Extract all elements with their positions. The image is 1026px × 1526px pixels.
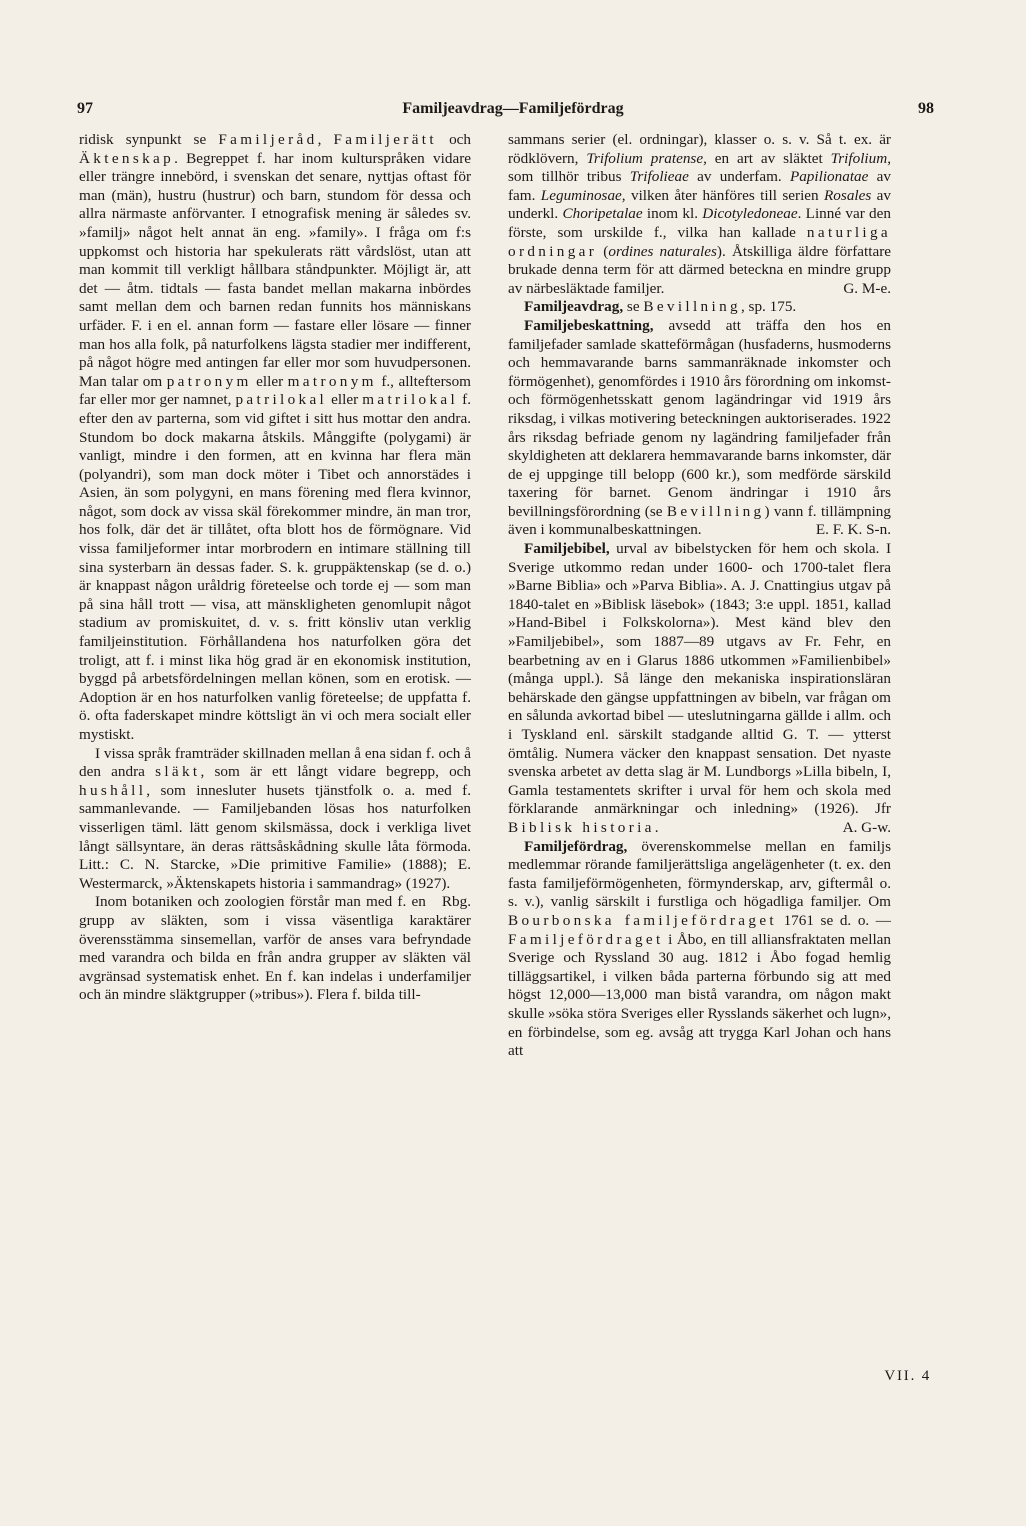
- left-column: [79, 131, 471, 1005]
- entry-headword: Familjebeskattning,: [524, 316, 654, 334]
- entry-familjebeskattning: Familjebeskattning, avsedd att träffa den hos en familjefader samlade skatteförmågan (husfaderns, husmoderns och hemmavarande barns sammanräknade inkomster och förmögenhet), genomfördes i 1910 års förordning om inkomst- och förmögenhetsskatt genom lagändringar vid 1919 års riksdag, i vilkas motivering beteckningen auktoriserades. 1922 års riksdag befriade genom ny lagändring familjefader från skyldigheten att deklarera hemmavarande barns inkomster, där de ej uppginge till belopp (600 kr.), som medförde särskild taxering för barnet. Genom ändringar i 1910 års bevillningsförordning (se Bevillning) vann f. tillämpning även i kommunalbeskattningen. E. F. K. S-n.: [508, 316, 891, 539]
- entry-familjeavdrag: Familjeavdrag, se Bevillning, sp. 175.: [524, 298, 797, 316]
- familj-article-continued: ridisk synpunkt se Familjeråd, Familjerätt och Äktenskap. Begreppet f. har inom kulturspråken vidare eller trängre innebörd, i svenskan det senare, nyttjas oftast för man (män), hustru (hustrur) och barn, stundom för dessa och allra närmaste anförvanter. I etnografisk mening är således sv. »familj» något helt annat än eng. »family». I fråga om f:s uppkomst och historia har spekulerats rätt vårdslöst, utan att man kommit till verkligt hållbara ståndpunkter. Möjligt är, att det — åtm. tidtals — fasta bandet mellan makarna inbördes samt mellan dem och barnen redan funnits hos människans urfäder. F. i en el. annan form — fastare eller lösare — finner man hos alla folk, på naturfolkens lägsta stadier mer indifferent, på något högre med antingen far eller mor som huvudpersonen. Man talar om patronym eller matronym f., allteftersom far eller mor ger namnet, patrilokal eller matrilokal f. efter den av parterna, som vid giftet i sitt hus mottar den andra. Stundom bo dock makarna åtskils. Månggifte (polygami) är vanligt, mindre i den formen, att en kvinna har flera män (polyandri), som man dock möter i Tibet och annorstädes i Asien, än som polygyni, en mans förening med flera kvinnor, något, som dock av vissa skäl förekommer mindre, än man tror, hos folk, där det är tillåtet, ofta blott hos de förmögnare. Vid vissa familjeformer intar morbrodern en intimare ställning till sina systerbarn än dessas fader. S. k. gruppäktenskap (se d. o.) är knappast någon uråldrig företeelse och torde ej — som man på sina håll trott — visa, att mänskligheten genomlupit något stadium av promiskuitet, d. v. s. fritt könsliv utan verklig familjeinstitution. Förhållandena hos naturfolken göra det troligt, att f. i minst lika hög grad är en ekonomisk institution, byggd på arbetsfördelningen mellan könen, som en erotisk. — Adoption är en hos naturfolken vanlig företeelse; de uppfatta f. ö. ofta faderskapet mindre köttsligt än vi och mera socialt eller mystiskt.: [79, 131, 471, 743]
- author-signature: A. G-w.: [842, 818, 891, 836]
- page-number-right: 98: [918, 100, 934, 117]
- familj-language-paragraph: I vissa språk framträder skillnaden mellan å ena sidan f. och å den andra släkt, som är ett långt vidare begrepp, och hushåll, som innesluter husets tjänstfolk o. a. med f. sammanlevande. — Familjebanden lösas hos naturfolken visserligen täml. lätt genom skilsmässa, dock i verkliga livet långt sällsyntare, än deras rättsåskådning skulle låta förmoda. Litt.: C. N. Starcke, »Die primitive Familie» (1888); E. Westermarck, »Äktenskapets historia i sammandrag» (1927). Rbg.: [79, 744, 472, 911]
- author-signature: E. F. K. S-n.: [815, 521, 891, 539]
- entry-familjebibel: Familjebibel, urval av bibelstycken för hem och skola. I Sverige utkommo redan under 1600- och 1700-talet flera »Barne Biblia» och »Parva Biblia». A. J. Cnattingius utgav på 1840-talet en »Biblisk läsebok» (1843; 3:e uppl. 1851, kallad »Hand-Bibel i Folkskolorna»). Mest känd blev den »Familjebibel», som 1887—89 utgavs av Fr. Fehr, en bearbetning av en i Glarus 1886 utkommen »Familienbibel» (många uppl.). Så länge den mekaniska inspirationsläran behärskade den gängse uppfattningen av bibeln, var frågan om en sålunda avkortad bibel — uteslutningarna gällde i allm. och i Tyskland enl. särskilt stadgande alltid G. T. — ytterst ömtålig. Numera väcker den knappast sensation. Det nyaste svenska arbetet av detta slag är M. Lundborgs »Lilla bibeln, I, Gamla testamentets skrifter i urval för hem och skola med förklarande anmärkningar och inledning» (1926). Jfr Biblisk historia. A. G-w.: [508, 540, 891, 836]
- familj-botany-paragraph: Inom botaniken och zoologien förstår man med f. en grupp av släkten, som i vissa väsentliga karaktärer överensstämma sinsemellan, varför de anses vara befryndade med varandra och bilda en från andra grupper av släkten väl avgränsad systematisk enhet. En f. kan indelas i underfamiljer och än mindre släktgrupper (»tribus»). Flera f. bilda till-: [79, 893, 471, 1004]
- entry-headword: Familjeavdrag,: [524, 298, 624, 316]
- page-number-left: 97: [77, 100, 93, 117]
- entry-headword: Familjefördrag,: [524, 837, 628, 855]
- author-signature: Rbg.: [441, 893, 471, 911]
- botany-continued: sammans serier (el. ordningar), klasser o. s. v. Så t. ex. är rödklövern, Trifolium pratense, en art av släktet Trifolium, som tillhör tribus Trifolieae av underfam. Papilionatae av fam. Leguminosae, vilken åter hänföres till serien Rosales av underkl. Choripetalae inom kl. Dicotyledoneae. Linné var den förste, som urskilde f., vilka han kallade naturliga ordningar (ordines naturales). Åtskilliga äldre författare brukade denna term för att därmed beteckna en mindre grupp av närbesläktade familjer. G. M-e.: [508, 131, 892, 297]
- running-head: Familjeavdrag—Familjefördrag: [402, 100, 624, 117]
- entry-familjefordrag: Familjefördrag, överenskommelse mellan en familjs medlemmar rörande familjerättsliga angelägenheter (t. ex. den fasta familjeförmögenheten, förmynderskap, arv, giftermål o. s. v.), vanlig särskilt i furstliga och högadliga familjer. Om Bourbonska familjefördraget 1761 se d. o. — Familjefördraget i Åbo, en till alliansfraktaten mellan Sverige och Ryssland 30 aug. 1812 i Åbo fogad hemlig tilläggsartikel, i vilken båda parterna förbundo sig att med högst 12,000—13,000 man bistå varandra, om någon makt skulle »söka störa Sveriges eller Rysslands säkerhet och lugn», en förbindelse, som eg. avsåg att trygga Karl Johan och hans att: [508, 837, 891, 1060]
- right-column: [508, 131, 891, 1061]
- entry-headword: Familjebibel,: [524, 540, 610, 558]
- signature-mark: VII. 4: [884, 1368, 931, 1384]
- author-signature: G. M-e.: [843, 279, 891, 297]
